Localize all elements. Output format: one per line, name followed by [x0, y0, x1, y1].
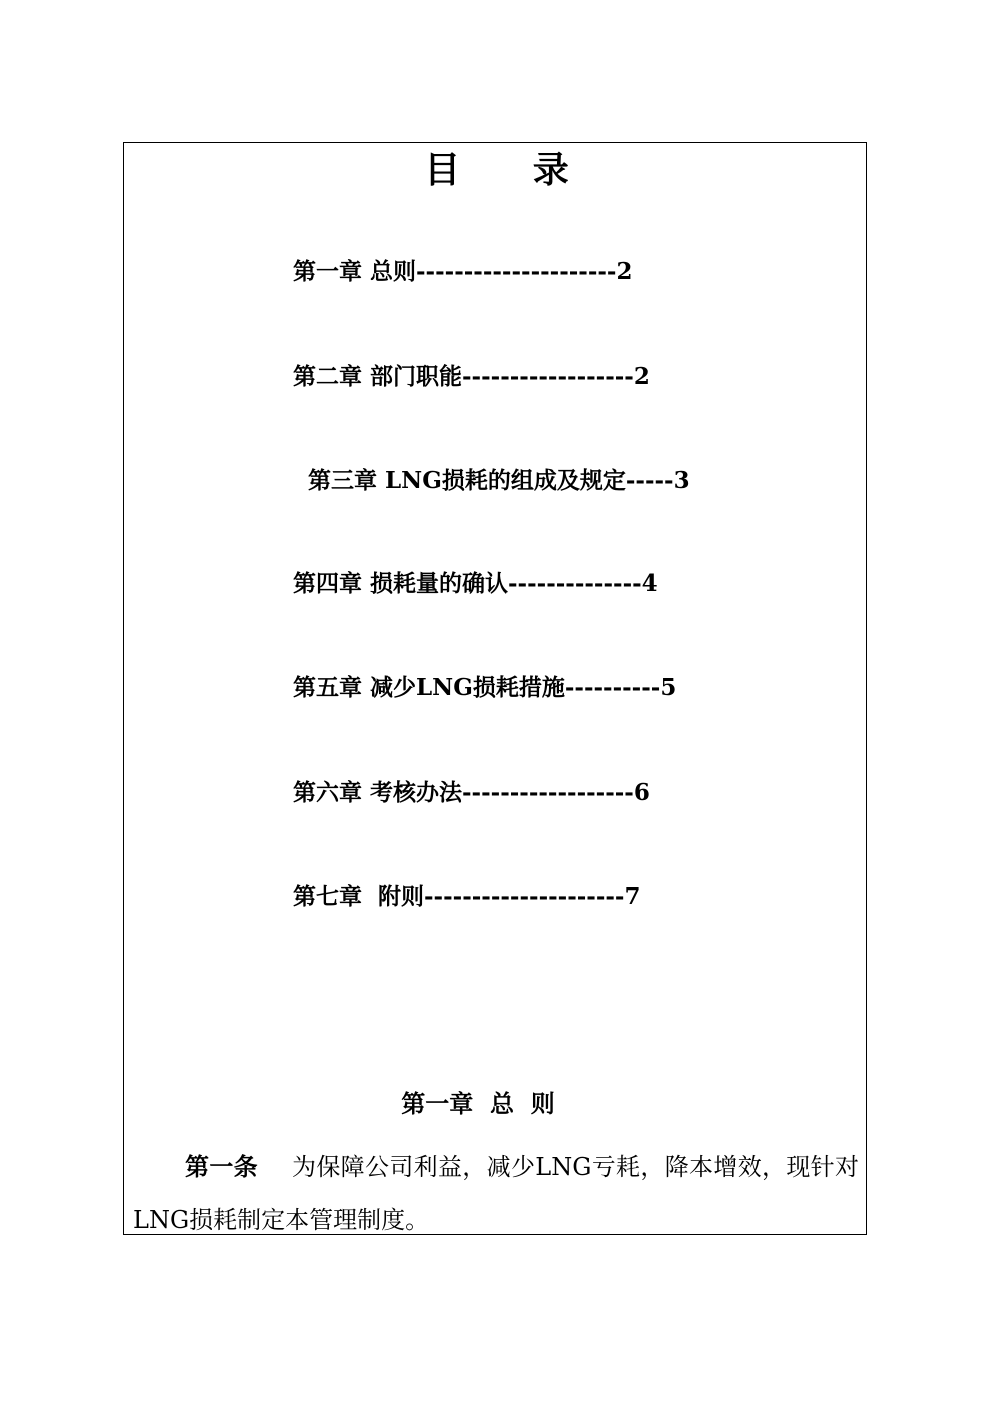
toc-leader: --------------	[508, 570, 642, 597]
toc-entry[interactable]	[293, 673, 676, 703]
toc-page: 2	[633, 363, 650, 390]
toc-page: 5	[660, 674, 677, 701]
toc-label: 第六章 考核办法	[293, 779, 463, 806]
toc-entry[interactable]	[293, 882, 641, 912]
toc-leader: ----------	[564, 674, 661, 701]
toc-page: 4	[641, 570, 658, 597]
article-number: 第一条	[185, 1152, 258, 1181]
toc-entry[interactable]	[293, 569, 658, 599]
article-text: 为保障公司利益，减少LNG亏耗，降本增效，现针对LNG损耗制定本管理制度。	[133, 1153, 860, 1234]
toc-entry[interactable]	[293, 778, 650, 808]
toc-page: 3	[673, 467, 690, 494]
toc-leader: ---------------------	[416, 258, 617, 285]
toc-entry[interactable]	[293, 257, 633, 287]
toc-label: 第一章 总则	[293, 258, 417, 285]
toc-label: 第三章 LNG损耗的组成及规定	[308, 467, 626, 494]
toc-entry[interactable]	[308, 466, 690, 496]
toc-page: 2	[616, 258, 633, 285]
toc-label: 第二章 部门职能	[293, 363, 463, 390]
toc-title: 目 录	[424, 149, 599, 191]
toc-leader: ------------------	[462, 779, 634, 806]
toc-leader: -----	[625, 467, 674, 494]
section-heading: 第一章 总 则	[401, 1089, 555, 1118]
toc-label: 第四章 损耗量的确认	[293, 570, 509, 597]
toc-page: 7	[624, 883, 641, 910]
toc-label: 第五章 减少LNG损耗措施	[293, 674, 565, 701]
toc-leader: ---------------------	[424, 883, 625, 910]
article-paragraph	[133, 1140, 859, 1247]
toc-page: 6	[633, 779, 650, 806]
toc-leader: ------------------	[462, 363, 634, 390]
toc-entry[interactable]	[293, 362, 650, 392]
toc-label: 第七章 附则	[293, 883, 425, 910]
